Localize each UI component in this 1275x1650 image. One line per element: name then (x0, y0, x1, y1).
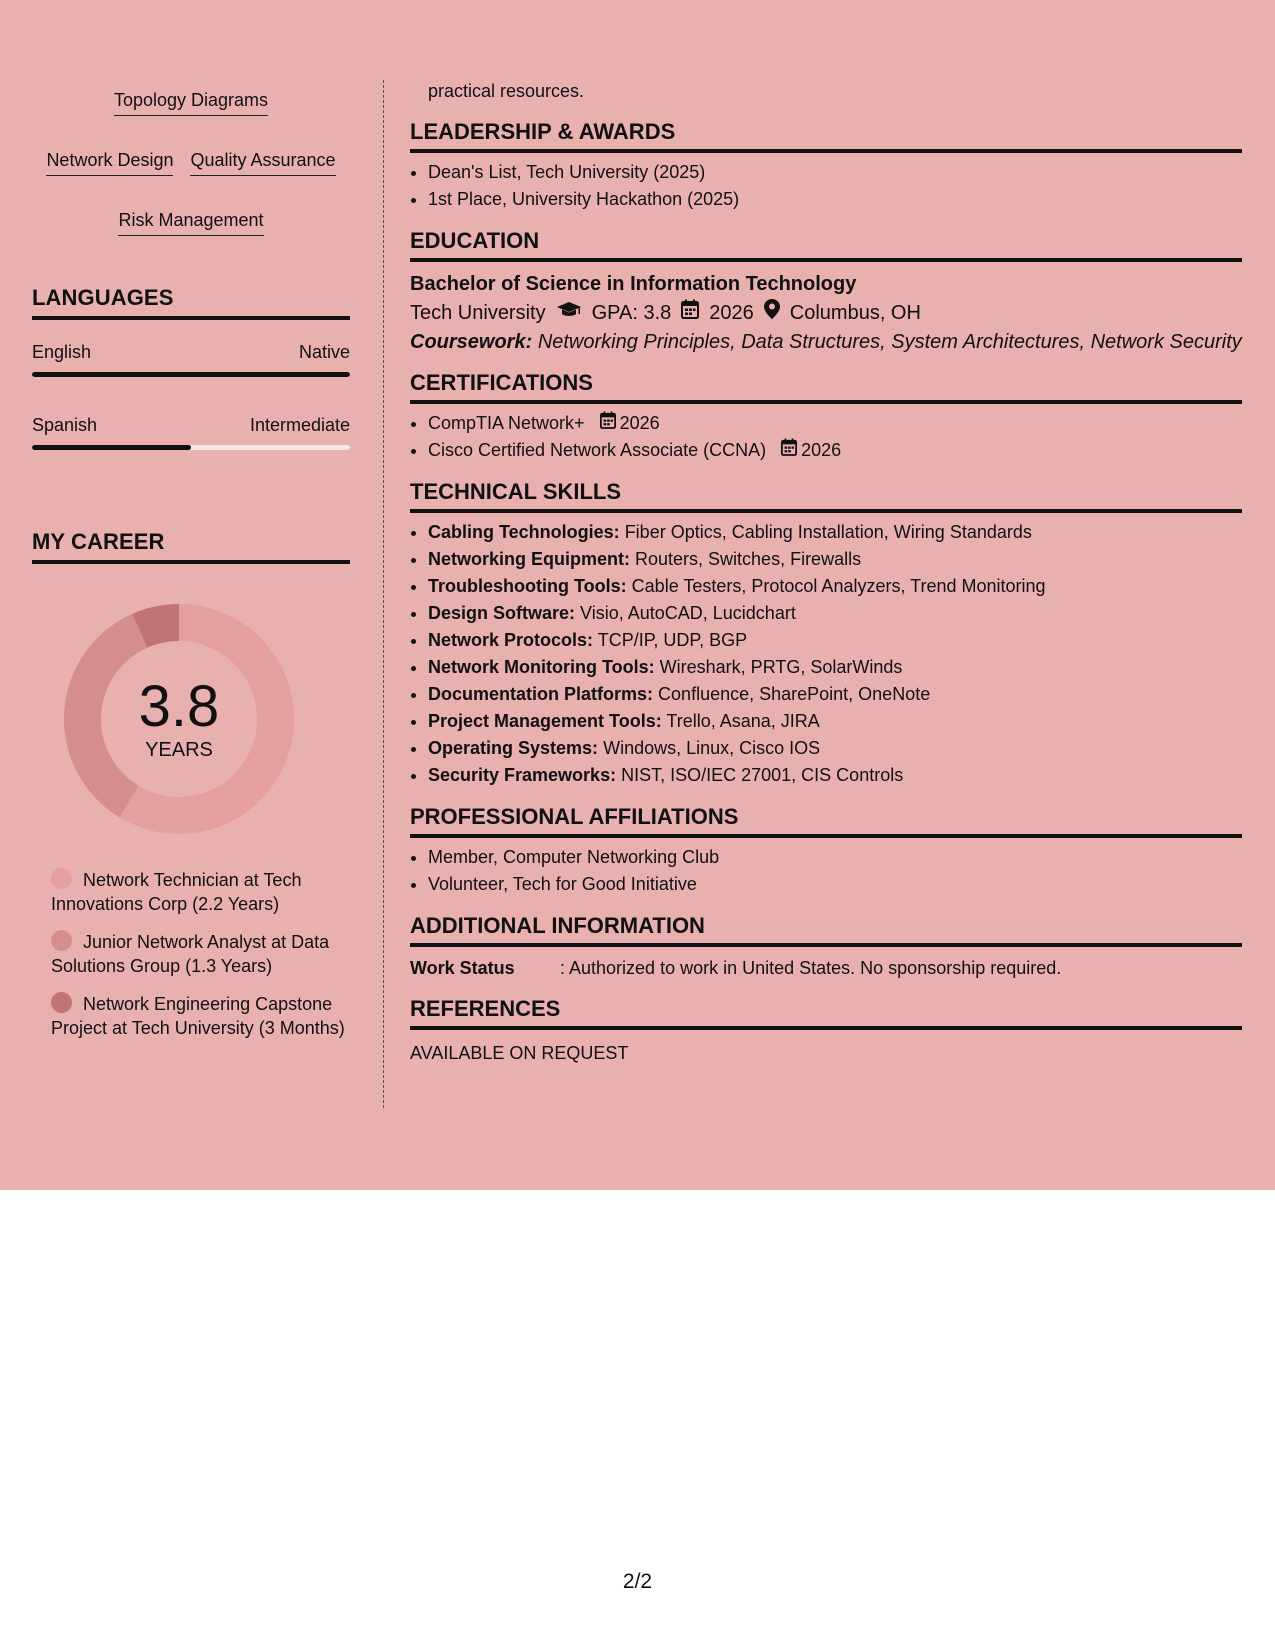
language-bar-fill (32, 372, 350, 377)
skill-tag: Risk Management (118, 208, 263, 236)
page-number: 2/2 (622, 1570, 653, 1593)
legend-item (51, 868, 350, 916)
career-total: 3.8 (138, 674, 220, 739)
skill-label: Troubleshooting Tools: (428, 576, 627, 596)
legend-label: Junior Network Analyst at Data Solutions Group (1.3 Years) (51, 932, 330, 976)
skill-label: Cabling Technologies: (428, 522, 620, 542)
language-bar (32, 445, 350, 450)
skill-value: Confluence, SharePoint, OneNote (658, 684, 931, 704)
language-bar (32, 372, 350, 377)
work-status-label: Work Status (410, 958, 515, 978)
legend-label: Network Technician at Tech Innovations Corp (2.2 Years) (51, 870, 302, 914)
skill-value: Cable Testers, Protocol Analyzers, Trend Monitoring (631, 576, 1046, 596)
skill-tag: Topology Diagrams (114, 88, 268, 116)
list-item: • Volunteer, Tech for Good Initiative (428, 871, 1242, 898)
affiliations-list (410, 844, 1242, 898)
education-gpa: GPA: 3.8 (591, 302, 672, 324)
list-item: • Member, Computer Networking Club (428, 844, 1242, 871)
legend-dot (51, 868, 72, 889)
skill-label: Project Management Tools: (428, 711, 662, 731)
skill-label: Networking Equipment: (428, 549, 630, 569)
language-level: Intermediate (249, 415, 350, 435)
cert-name: CompTIA Network+ (428, 413, 585, 433)
career-title: MY CAREER (32, 528, 350, 564)
calendar-icon (600, 410, 616, 437)
skill-value: Windows, Linux, Cisco IOS (603, 738, 821, 758)
skill-value: Trello, Asana, JIRA (666, 711, 820, 731)
references-title: REFERENCES (410, 995, 1242, 1030)
donut-center (64, 604, 294, 834)
languages-section (32, 284, 350, 450)
language-item (32, 340, 350, 377)
career-section (32, 528, 350, 1040)
leadership-title: LEADERSHIP & AWARDS (410, 118, 1242, 153)
skill-value: TCP/IP, UDP, BGP (597, 630, 748, 650)
cert-name: Cisco Certified Network Associate (CCNA) (428, 440, 767, 460)
list-item (428, 410, 1242, 437)
skill-value: Fiber Optics, Cabling Installation, Wiring Standards (624, 522, 1032, 542)
education-year: 2026 (709, 302, 754, 324)
education-title: EDUCATION (410, 227, 1242, 262)
cert-year: 2026 (619, 413, 660, 433)
career-donut-chart (64, 604, 294, 834)
skill-label: Network Protocols: (428, 630, 594, 650)
affiliations-title: PROFESSIONAL AFFILIATIONS (410, 803, 1242, 838)
technical-skills-list (410, 519, 1242, 789)
career-unit: YEARS (145, 739, 213, 761)
legend-label: Network Engineering Capstone Project at Tech University (3 Months) (51, 994, 345, 1038)
skill-tags (32, 80, 350, 236)
skill-item (428, 573, 1242, 600)
coursework-label: Coursework: (410, 331, 533, 353)
skill-label: Security Frameworks: (428, 765, 617, 785)
language-item (32, 413, 350, 450)
skill-label: Design Software: (428, 603, 576, 623)
language-level: Native (298, 342, 350, 362)
skill-item (428, 627, 1242, 654)
languages-title: LANGUAGES (32, 284, 350, 320)
leadership-list (410, 159, 1242, 213)
education-section (410, 227, 1242, 355)
skill-value: Visio, AutoCAD, Lucidchart (580, 603, 796, 623)
column-divider (383, 80, 384, 1108)
skill-item (428, 654, 1242, 681)
work-status-value: : Authorized to work in United States. No sponsorship required. (560, 958, 1062, 978)
map-pin-icon (764, 298, 780, 328)
certifications-list (410, 410, 1242, 464)
skill-item (428, 762, 1242, 789)
education-location: Columbus, OH (789, 302, 921, 324)
language-name: English (32, 342, 92, 362)
technical-skills-title: TECHNICAL SKILLS (410, 478, 1242, 513)
references-text: AVAILABLE ON REQUEST (410, 1043, 629, 1063)
tag-row (32, 88, 350, 116)
intro-tail-text: practical resources. (428, 81, 585, 101)
affiliations-section (410, 803, 1242, 898)
technical-skills-section (410, 478, 1242, 789)
certifications-title: CERTIFICATIONS (410, 369, 1242, 404)
skill-item (428, 735, 1242, 762)
skill-value: Wireshark, PRTG, SolarWinds (659, 657, 903, 677)
tag-row (32, 148, 350, 176)
skill-label: Documentation Platforms: (428, 684, 654, 704)
list-item: • Dean's List, Tech University (2025) (428, 159, 1242, 186)
leadership-section (410, 118, 1242, 213)
skill-tag: Quality Assurance (190, 148, 335, 176)
additional-info-title: ADDITIONAL INFORMATION (410, 912, 1242, 947)
cert-year: 2026 (801, 440, 842, 460)
calendar-icon (781, 437, 797, 464)
skill-value: NIST, ISO/IEC 27001, CIS Controls (621, 765, 904, 785)
certifications-section (410, 369, 1242, 464)
skill-label: Network Monitoring Tools: (428, 657, 655, 677)
legend-item (51, 992, 350, 1040)
skill-label: Operating Systems: (428, 738, 599, 758)
skill-tag: Network Design (46, 148, 173, 176)
graduation-cap-icon (556, 298, 582, 328)
skill-item (428, 600, 1242, 627)
education-school: Tech University (410, 302, 546, 324)
language-bar-fill (32, 445, 191, 450)
additional-info-section (410, 912, 1242, 981)
work-status-row (410, 955, 1242, 981)
legend-dot (51, 992, 72, 1013)
references-section (410, 995, 1242, 1066)
legend-item (51, 930, 350, 978)
coursework-value: Networking Principles, Data Structures, System Architectures, Network Security (537, 331, 1242, 353)
calendar-icon (681, 298, 699, 328)
education-coursework (410, 330, 1242, 355)
career-legend (32, 868, 350, 1040)
education-details (410, 298, 1242, 328)
education-degree: Bachelor of Science in Information Technology (410, 273, 857, 295)
tag-row (32, 208, 350, 236)
legend-dot (51, 930, 72, 951)
skill-item (428, 708, 1242, 735)
list-item: • 1st Place, University Hackathon (2025) (428, 186, 1242, 213)
left-column (32, 80, 350, 1040)
skill-item (428, 546, 1242, 573)
language-name: Spanish (32, 415, 98, 435)
skill-value: Routers, Switches, Firewalls (635, 549, 862, 569)
skill-item (428, 519, 1242, 546)
skill-item (428, 681, 1242, 708)
right-column (410, 78, 1242, 1066)
list-item (428, 437, 1242, 464)
